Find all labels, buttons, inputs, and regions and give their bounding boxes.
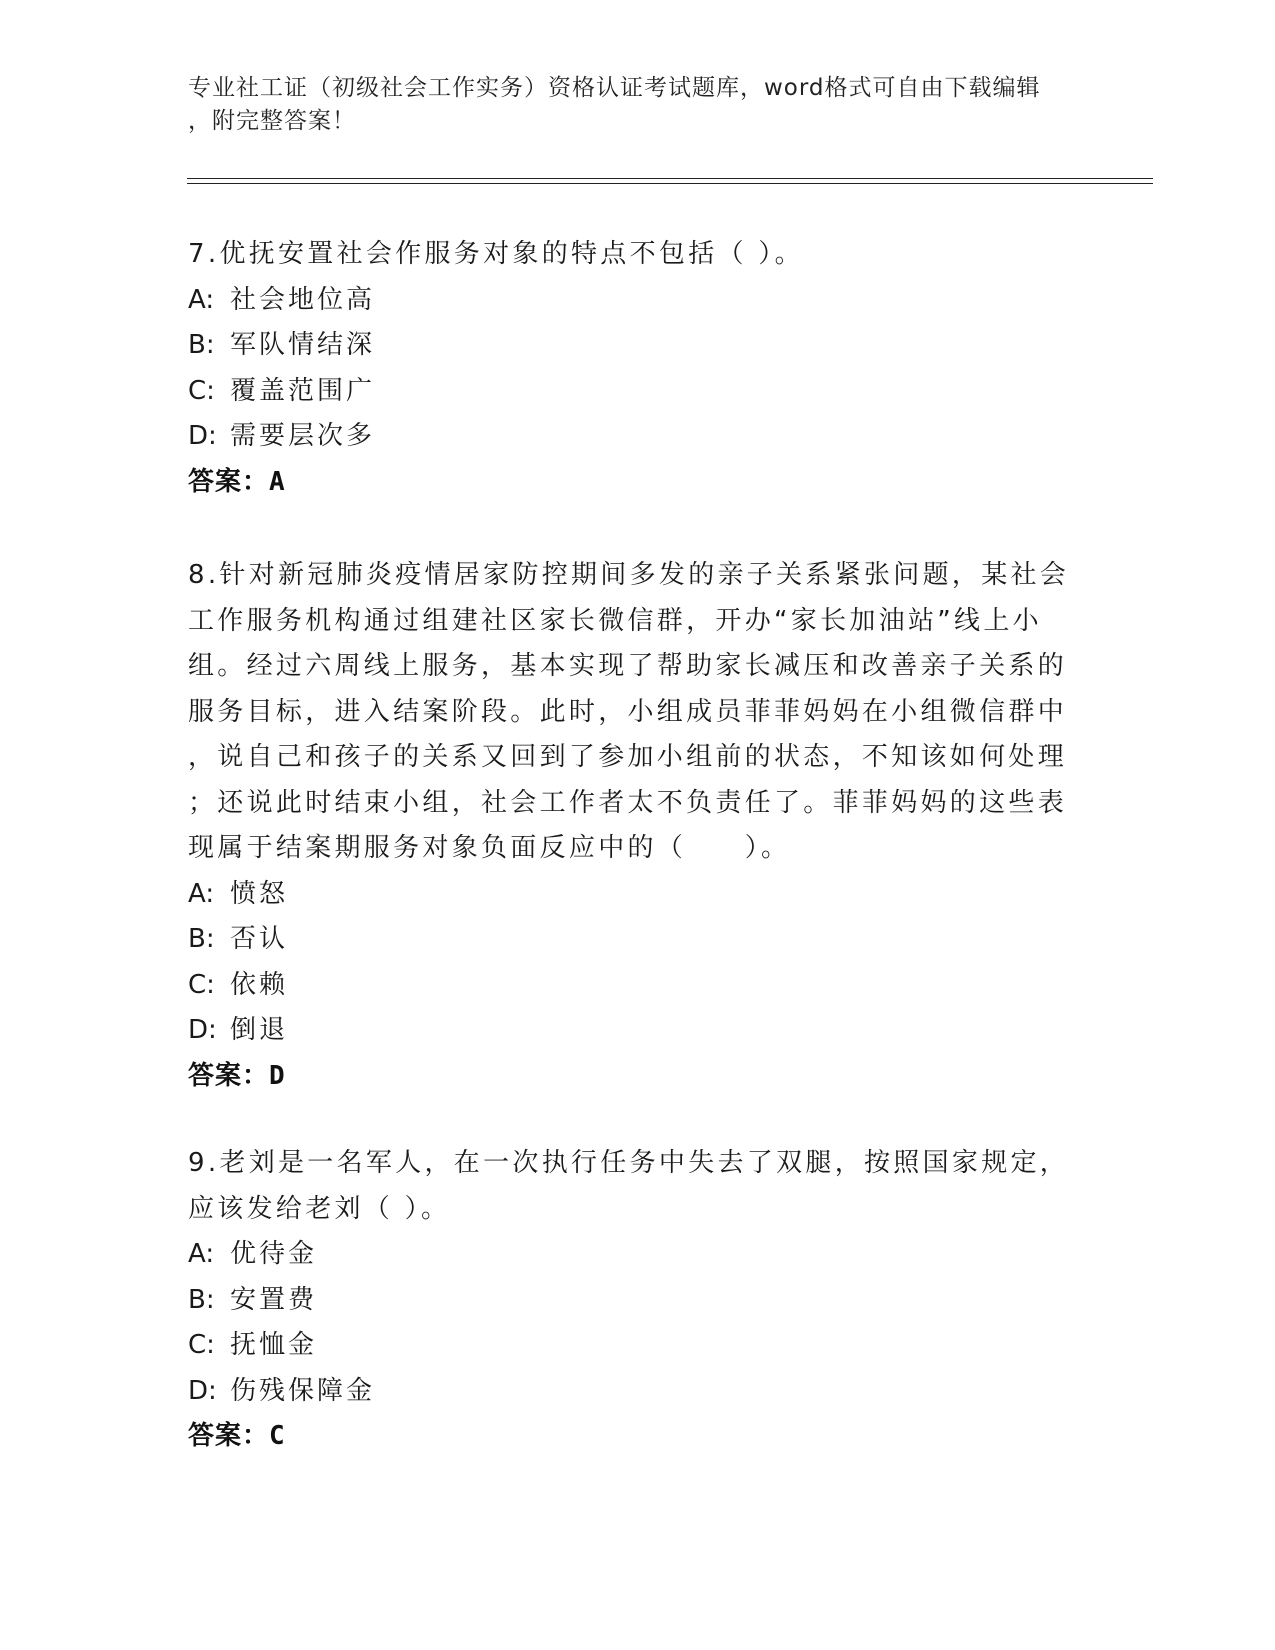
header-line-2: ，附完整答案！ <box>188 108 356 134</box>
header-divider-bottom <box>187 183 1153 184</box>
option-a <box>188 278 1068 324</box>
answer-line <box>188 460 1068 506</box>
question-stem-line: 7.优抚安置社会作服务对象的特点不包括（ ）。 <box>188 239 804 269</box>
option-text: 依赖 <box>230 969 289 1000</box>
option-key: D: <box>188 421 217 451</box>
option-key: A: <box>188 1239 215 1269</box>
option-key: A: <box>188 284 215 315</box>
document-header <box>188 72 1068 138</box>
question-stem-line: 9.老刘是一名军人，在一次执行任务中失去了双腿，按照国家规定， <box>188 1148 1070 1178</box>
header-line-1: 专业社工证（初级社会工作实务）资格认证考试题库，word格式可自由下载编辑 <box>188 75 1041 101</box>
header-divider-top <box>187 178 1153 179</box>
question-7 <box>188 232 1068 505</box>
option-key: D: <box>188 1375 217 1406</box>
question-stem-line: 工作服务机构通过组建社区家长微信群，开办“家长加油站”线上小 <box>188 605 1042 636</box>
question-stem-line: 服务目标，进入结案阶段。此时，小组成员菲菲妈妈在小组微信群中 <box>188 696 1068 727</box>
answer-label: 答案： <box>188 1421 270 1451</box>
option-key: B: <box>188 924 215 954</box>
question-stem-line: ；还说此时结束小组，社会工作者太不负责任了。菲菲妈妈的这些表 <box>188 787 1068 818</box>
question-stem-line: 应该发给老刘（ ）。 <box>188 1193 451 1224</box>
option-text: 需要层次多 <box>230 421 376 451</box>
option-text: 优待金 <box>230 1239 318 1269</box>
option-text: 否认 <box>230 924 289 954</box>
option-key: C: <box>188 969 215 1000</box>
answer-value: C <box>269 1421 285 1451</box>
option-text: 安置费 <box>230 1284 318 1315</box>
option-c <box>188 963 1068 1009</box>
question-9 <box>188 1141 1068 1460</box>
option-text: 抚恤金 <box>230 1330 318 1360</box>
option-b <box>188 1278 1068 1324</box>
question-stem-line: 组。经过六周线上服务，基本实现了帮助家长减压和改善亲子关系的 <box>188 651 1068 681</box>
option-b <box>188 323 1068 369</box>
option-d <box>188 414 1068 460</box>
option-text: 覆盖范围广 <box>230 375 376 406</box>
option-d <box>188 1369 1068 1415</box>
option-text: 军队情结深 <box>230 330 376 360</box>
option-d <box>188 1008 1068 1054</box>
option-a <box>188 1232 1068 1278</box>
option-key: A: <box>188 878 215 909</box>
question-stem-line: 现属于结案期服务对象负面反应中的（ ）。 <box>188 833 791 863</box>
question-8 <box>188 553 1068 1099</box>
option-key: C: <box>188 375 215 406</box>
option-b <box>188 917 1068 963</box>
option-key: C: <box>188 1330 215 1360</box>
answer-value: A <box>269 466 285 497</box>
option-text: 伤残保障金 <box>230 1375 376 1406</box>
option-key: B: <box>188 330 215 360</box>
option-key: D: <box>188 1015 217 1045</box>
option-text: 倒退 <box>230 1015 289 1045</box>
question-stem-line: 8.针对新冠肺炎疫情居家防控期间多发的亲子关系紧张问题，某社会 <box>188 560 1070 590</box>
option-c <box>188 1323 1068 1369</box>
answer-line <box>188 1414 1068 1460</box>
answer-label: 答案： <box>188 1060 270 1091</box>
answer-value: D <box>269 1060 285 1091</box>
option-text: 愤怒 <box>230 878 289 909</box>
question-stem-line: ，说自己和孩子的关系又回到了参加小组前的状态，不知该如何处理 <box>188 742 1068 772</box>
option-key: B: <box>188 1284 215 1315</box>
option-c <box>188 369 1068 415</box>
option-text: 社会地位高 <box>230 284 376 315</box>
answer-label: 答案： <box>188 466 270 497</box>
option-a <box>188 872 1068 918</box>
answer-line <box>188 1054 1068 1100</box>
